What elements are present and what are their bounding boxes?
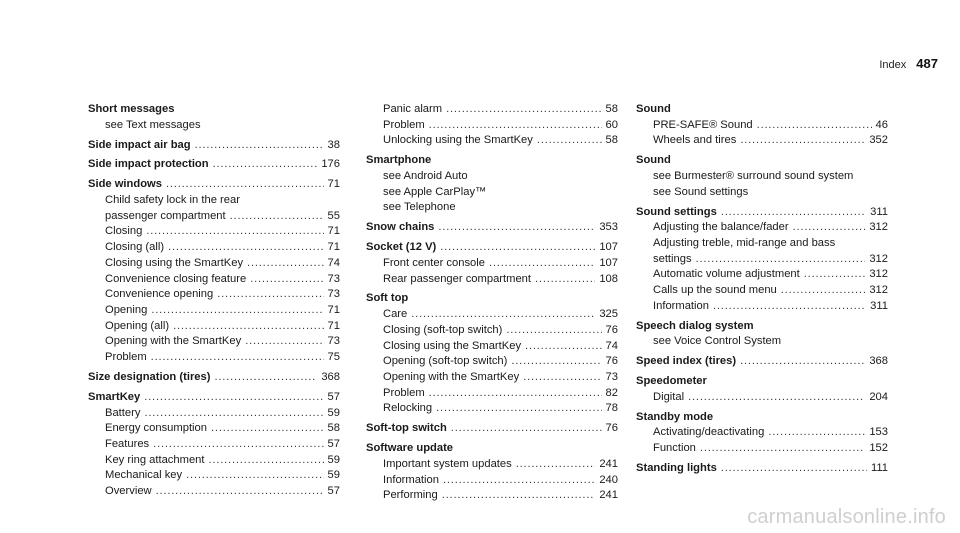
dot-leader — [214, 370, 317, 386]
index-term: Side impact protection — [88, 158, 209, 171]
index-subentry-text: settings — [653, 252, 692, 265]
index-subentry — [88, 193, 340, 209]
page-reference: 58 — [605, 103, 618, 115]
index-subentry — [366, 185, 618, 201]
index-entry — [366, 102, 618, 149]
index-term-row — [88, 102, 340, 118]
index-subentry — [366, 200, 618, 216]
page-reference: 311 — [870, 205, 888, 218]
watermark: carmanualsonline.info — [747, 506, 946, 528]
dot-leader — [153, 437, 323, 453]
dot-leader — [740, 133, 865, 149]
index-subentry-text: Convenience closing feature — [105, 272, 247, 285]
index-subentry — [88, 256, 340, 272]
index-subentry — [636, 425, 888, 441]
page-reference: 76 — [605, 355, 618, 368]
dot-leader — [442, 488, 596, 504]
dot-leader — [793, 220, 866, 236]
dot-leader — [757, 118, 872, 134]
index-term: Speech dialog system — [636, 319, 754, 332]
index-term: Soft top — [366, 292, 409, 305]
index-subentry — [88, 484, 340, 500]
page-reference: 76 — [605, 422, 618, 435]
dot-leader — [438, 220, 595, 236]
page-reference: 73 — [327, 272, 340, 285]
index-term: Size designation (tires) — [88, 371, 211, 383]
dot-leader — [168, 240, 323, 256]
index-term: Sound — [636, 103, 671, 115]
dot-leader — [523, 370, 601, 386]
index-term-row — [636, 102, 888, 118]
dot-leader — [217, 287, 323, 303]
page-reference: 71 — [327, 241, 340, 254]
index-entry — [366, 441, 618, 504]
index-subentry-text: Automatic volume adjustment — [653, 268, 800, 281]
index-term-row — [88, 177, 340, 193]
index-term: SmartKey — [88, 390, 141, 403]
page-reference: 59 — [327, 406, 340, 419]
index-subentry — [366, 118, 618, 134]
dot-leader — [211, 421, 324, 437]
index-subentry — [88, 334, 340, 350]
page-reference: 71 — [327, 304, 340, 316]
index-subentry — [636, 169, 888, 185]
page-reference: 108 — [599, 272, 618, 285]
page-reference: 82 — [605, 386, 618, 399]
page-reference: 368 — [321, 371, 340, 383]
index-subentry — [366, 169, 618, 185]
index-subentry — [366, 488, 618, 504]
page-reference: 46 — [875, 118, 888, 131]
index-subentry — [88, 350, 340, 366]
index-subentry — [366, 370, 618, 386]
index-subentry — [366, 307, 618, 323]
index-column-2 — [366, 102, 618, 504]
dot-leader — [144, 390, 323, 406]
index-term: Snow chains — [366, 221, 435, 234]
index-entry — [88, 370, 340, 386]
index-entry — [636, 461, 888, 477]
index-subentry-text: Performing — [383, 489, 438, 502]
index-entry — [636, 205, 888, 315]
page-reference: 325 — [599, 308, 618, 321]
page-reference: 74 — [605, 339, 618, 352]
index-column-1 — [88, 102, 340, 500]
index-entry — [636, 102, 888, 149]
index-term-row — [636, 461, 888, 477]
dot-leader — [429, 118, 602, 134]
index-entry — [88, 102, 340, 133]
index-term-row — [88, 370, 340, 386]
page-reference: 107 — [599, 241, 618, 254]
index-subentry — [88, 224, 340, 240]
index-subentry — [366, 401, 618, 417]
index-term: Sound settings — [636, 205, 717, 218]
dot-leader — [506, 323, 601, 339]
dot-leader — [209, 453, 324, 469]
page-reference: 71 — [327, 225, 340, 238]
index-subentry-text: Battery — [105, 406, 141, 419]
dot-leader — [440, 240, 595, 256]
dot-leader — [429, 386, 602, 402]
page-reference: 71 — [327, 319, 340, 332]
index-subentry-text: Convenience opening — [105, 288, 214, 301]
page-reference: 240 — [599, 473, 618, 486]
dot-leader — [173, 319, 323, 335]
page-reference: 352 — [869, 134, 888, 147]
page-reference: 353 — [599, 221, 618, 234]
dot-leader — [443, 473, 595, 489]
page-number: 487 — [916, 56, 938, 71]
index-term-row — [636, 410, 888, 426]
index-subentry-text: Rear passenger compartment — [383, 272, 531, 285]
index-subentry-text: Important system updates — [383, 457, 512, 470]
index-subentry-text: passenger compartment — [105, 209, 226, 222]
index-subentry-text: Child safety lock in the rear — [105, 194, 240, 207]
index-entry — [366, 291, 618, 417]
index-subentry — [366, 339, 618, 355]
index-subentry — [88, 287, 340, 303]
page-reference: 58 — [605, 134, 618, 147]
dot-leader — [446, 102, 601, 118]
page-reference: 176 — [321, 158, 340, 171]
page-reference: 312 — [869, 252, 888, 265]
page-reference: 74 — [327, 256, 340, 269]
page-reference: 75 — [327, 351, 340, 364]
index-term-row — [366, 421, 618, 437]
index-subentry-text: see Burmester® surround sound system — [653, 170, 854, 182]
page-reference: 57 — [327, 485, 340, 498]
index-term-row — [366, 153, 618, 169]
index-term: Sound — [636, 154, 671, 167]
index-subentry-text: see Voice Control System — [653, 335, 782, 348]
index-entry — [88, 177, 340, 365]
index-term: Standing lights — [636, 462, 717, 475]
index-term-row — [366, 220, 618, 236]
index-subentry-text: Front center console — [383, 256, 485, 269]
page-reference: 153 — [869, 426, 888, 439]
index-entry — [366, 421, 618, 437]
index-subentry — [366, 102, 618, 118]
dot-leader — [688, 390, 865, 406]
page-reference: 71 — [327, 178, 340, 191]
dot-leader — [511, 354, 601, 370]
index-subentry-text: Problem — [383, 386, 425, 399]
dot-leader — [740, 354, 865, 370]
index-subentry — [366, 354, 618, 370]
index-subentry — [366, 457, 618, 473]
index-entry — [88, 390, 340, 500]
index-subentry-text: Opening — [105, 304, 148, 316]
page-reference: 57 — [327, 438, 340, 450]
dot-leader — [436, 401, 601, 417]
index-subentry — [88, 209, 340, 225]
index-subentry — [636, 220, 888, 236]
index-subentry — [366, 323, 618, 339]
page-reference: 58 — [327, 422, 340, 435]
index-term-row — [88, 157, 340, 173]
page-reference: 60 — [605, 118, 618, 131]
index-subentry — [636, 441, 888, 457]
page-reference: 59 — [327, 453, 340, 466]
dot-leader — [537, 133, 602, 149]
index-subentry-text: Opening (all) — [105, 319, 170, 332]
dot-leader — [696, 252, 866, 268]
index-subentry-text: Closing (soft-top switch) — [383, 323, 503, 336]
index-subentry-text: Digital — [653, 390, 685, 403]
page-reference: 241 — [599, 489, 618, 502]
index-term-row — [636, 153, 888, 169]
dot-leader — [213, 157, 318, 173]
page-reference: 76 — [605, 323, 618, 336]
dot-leader — [186, 468, 323, 484]
page-reference: 59 — [327, 469, 340, 482]
index-subentry-text: Adjusting the balance/fader — [653, 221, 789, 234]
index-subentry-text: Mechanical key — [105, 469, 183, 482]
index-entry — [636, 374, 888, 405]
index-subentry-text: Activating/deactivating — [653, 426, 765, 439]
dot-leader — [713, 299, 866, 315]
index-subentry — [88, 319, 340, 335]
index-subentry — [366, 386, 618, 402]
index-term: Standby mode — [636, 410, 714, 423]
index-subentry-text: Function — [653, 442, 696, 455]
dot-leader — [156, 484, 324, 500]
index-subentry — [636, 133, 888, 149]
index-subentry — [636, 185, 888, 201]
index-subentry — [88, 437, 340, 453]
index-term-row — [366, 240, 618, 256]
index-subentry-text: Energy consumption — [105, 422, 207, 435]
index-subentry-text: Key ring attachment — [105, 453, 205, 466]
page-reference: 312 — [869, 284, 888, 297]
index-subentry-text: Information — [383, 473, 439, 486]
page-reference: 312 — [869, 268, 888, 281]
page-reference: 152 — [869, 442, 888, 455]
index-subentry-text: see Text messages — [105, 118, 201, 131]
index-entry — [366, 153, 618, 216]
index-term: Soft-top switch — [366, 422, 447, 435]
page-reference: 368 — [869, 355, 888, 368]
page-reference: 78 — [605, 402, 618, 415]
index-entry — [88, 157, 340, 173]
index-entry — [366, 220, 618, 236]
dot-leader — [146, 224, 323, 240]
index-subentry — [88, 272, 340, 288]
dot-leader — [781, 283, 866, 299]
dot-leader — [535, 272, 595, 288]
index-subentry-text: Care — [383, 308, 408, 321]
index-subentry-text: Features — [105, 438, 150, 450]
index-subentry — [636, 334, 888, 350]
index-subentry — [636, 299, 888, 315]
dot-leader — [151, 303, 323, 319]
index-subentry — [88, 303, 340, 319]
index-subentry — [88, 468, 340, 484]
index-entry — [636, 153, 888, 200]
index-subentry-text: Opening with the SmartKey — [383, 371, 520, 383]
page-reference: 312 — [869, 221, 888, 234]
index-term-row — [88, 390, 340, 406]
index-subentry — [88, 240, 340, 256]
index-subentry-text: Adjusting treble, mid-range and bass — [653, 237, 836, 249]
index-subentry-text: Problem — [383, 118, 425, 131]
page-reference: 107 — [599, 256, 618, 269]
page-reference: 204 — [869, 390, 888, 403]
index-subentry — [366, 473, 618, 489]
dot-leader — [516, 457, 596, 473]
index-subentry-text: Opening (soft-top switch) — [383, 355, 508, 368]
index-term: Socket (12 V) — [366, 241, 437, 254]
page-reference: 55 — [327, 209, 340, 222]
index-subentry-text: Information — [653, 299, 709, 312]
dot-leader — [721, 461, 867, 477]
index-subentry — [366, 256, 618, 272]
index-subentry-text: Wheels and tires — [653, 134, 737, 147]
index-subentry-text: Closing using the SmartKey — [383, 339, 522, 352]
index-term-row — [636, 205, 888, 221]
index-term: Speed index (tires) — [636, 355, 737, 368]
page-reference: 73 — [327, 335, 340, 348]
page-reference: 38 — [327, 138, 340, 151]
index-entry — [636, 410, 888, 457]
dot-leader — [700, 441, 865, 457]
index-subentry — [636, 118, 888, 134]
index-entry — [88, 138, 340, 154]
index-term: Side windows — [88, 178, 162, 191]
page-header — [879, 56, 938, 71]
dot-leader — [166, 177, 324, 193]
page-reference: 241 — [599, 457, 618, 470]
index-term: Speedometer — [636, 375, 707, 388]
index-subentry — [636, 283, 888, 299]
index-subentry — [366, 133, 618, 149]
index-subentry-text: see Sound settings — [653, 185, 749, 198]
index-term-row — [88, 138, 340, 154]
dot-leader — [247, 256, 324, 272]
index-subentry — [636, 267, 888, 283]
dot-leader — [489, 256, 595, 272]
index-subentry — [88, 406, 340, 422]
index-subentry — [88, 453, 340, 469]
index-subentry-text: Calls up the sound menu — [653, 284, 777, 297]
index-subentry — [636, 236, 888, 252]
index-term-row — [636, 319, 888, 335]
dot-leader — [525, 339, 602, 355]
dot-leader — [245, 334, 323, 350]
index-subentry-text: Panic alarm — [383, 103, 443, 115]
dot-leader — [804, 267, 866, 283]
dot-leader — [250, 272, 323, 288]
page-reference: 57 — [327, 390, 340, 403]
page-reference: 73 — [605, 371, 618, 383]
index-subentry-text: Closing — [105, 225, 143, 238]
index-subentry-text: Problem — [105, 351, 147, 364]
index-entry — [636, 319, 888, 350]
index-subentry-text: Closing (all) — [105, 241, 165, 254]
index-term-row — [366, 291, 618, 307]
dot-leader — [768, 425, 865, 441]
index-subentry — [88, 421, 340, 437]
index-subentry — [636, 390, 888, 406]
index-subentry-text: see Apple CarPlay™ — [383, 185, 487, 198]
index-subentry-text: see Android Auto — [383, 170, 468, 182]
dot-leader — [721, 205, 866, 221]
index-column-3 — [636, 102, 888, 477]
index-subentry-text: Opening with the SmartKey — [105, 335, 242, 348]
index-subentry-text: Unlocking using the SmartKey — [383, 134, 533, 147]
index-entry — [366, 240, 618, 287]
dot-leader — [195, 138, 324, 154]
index-term: Side impact air bag — [88, 138, 191, 151]
dot-leader — [230, 209, 324, 225]
index-term-row — [366, 441, 618, 457]
index-subentry-text: see Telephone — [383, 201, 456, 214]
header-label: Index — [879, 59, 907, 71]
index-term: Software update — [366, 442, 454, 455]
dot-leader — [451, 421, 602, 437]
page-reference: 111 — [870, 462, 888, 475]
index-entry — [636, 354, 888, 370]
index-subentry — [636, 252, 888, 268]
index-subentry-text: Relocking — [383, 402, 433, 415]
index-subentry-text: PRE-SAFE® Sound — [653, 118, 753, 131]
dot-leader — [151, 350, 324, 366]
page-reference: 311 — [870, 299, 888, 312]
dot-leader — [411, 307, 595, 323]
dot-leader — [144, 406, 323, 422]
index-term-row — [636, 354, 888, 370]
index-term: Short messages — [88, 103, 175, 115]
index-subentry-text: Overview — [105, 485, 152, 498]
page-reference: 73 — [327, 288, 340, 301]
index-term: Smartphone — [366, 154, 432, 167]
index-subentry — [366, 272, 618, 288]
index-subentry-text: Closing using the SmartKey — [105, 256, 244, 269]
index-term-row — [636, 374, 888, 390]
index-subentry — [88, 118, 340, 134]
